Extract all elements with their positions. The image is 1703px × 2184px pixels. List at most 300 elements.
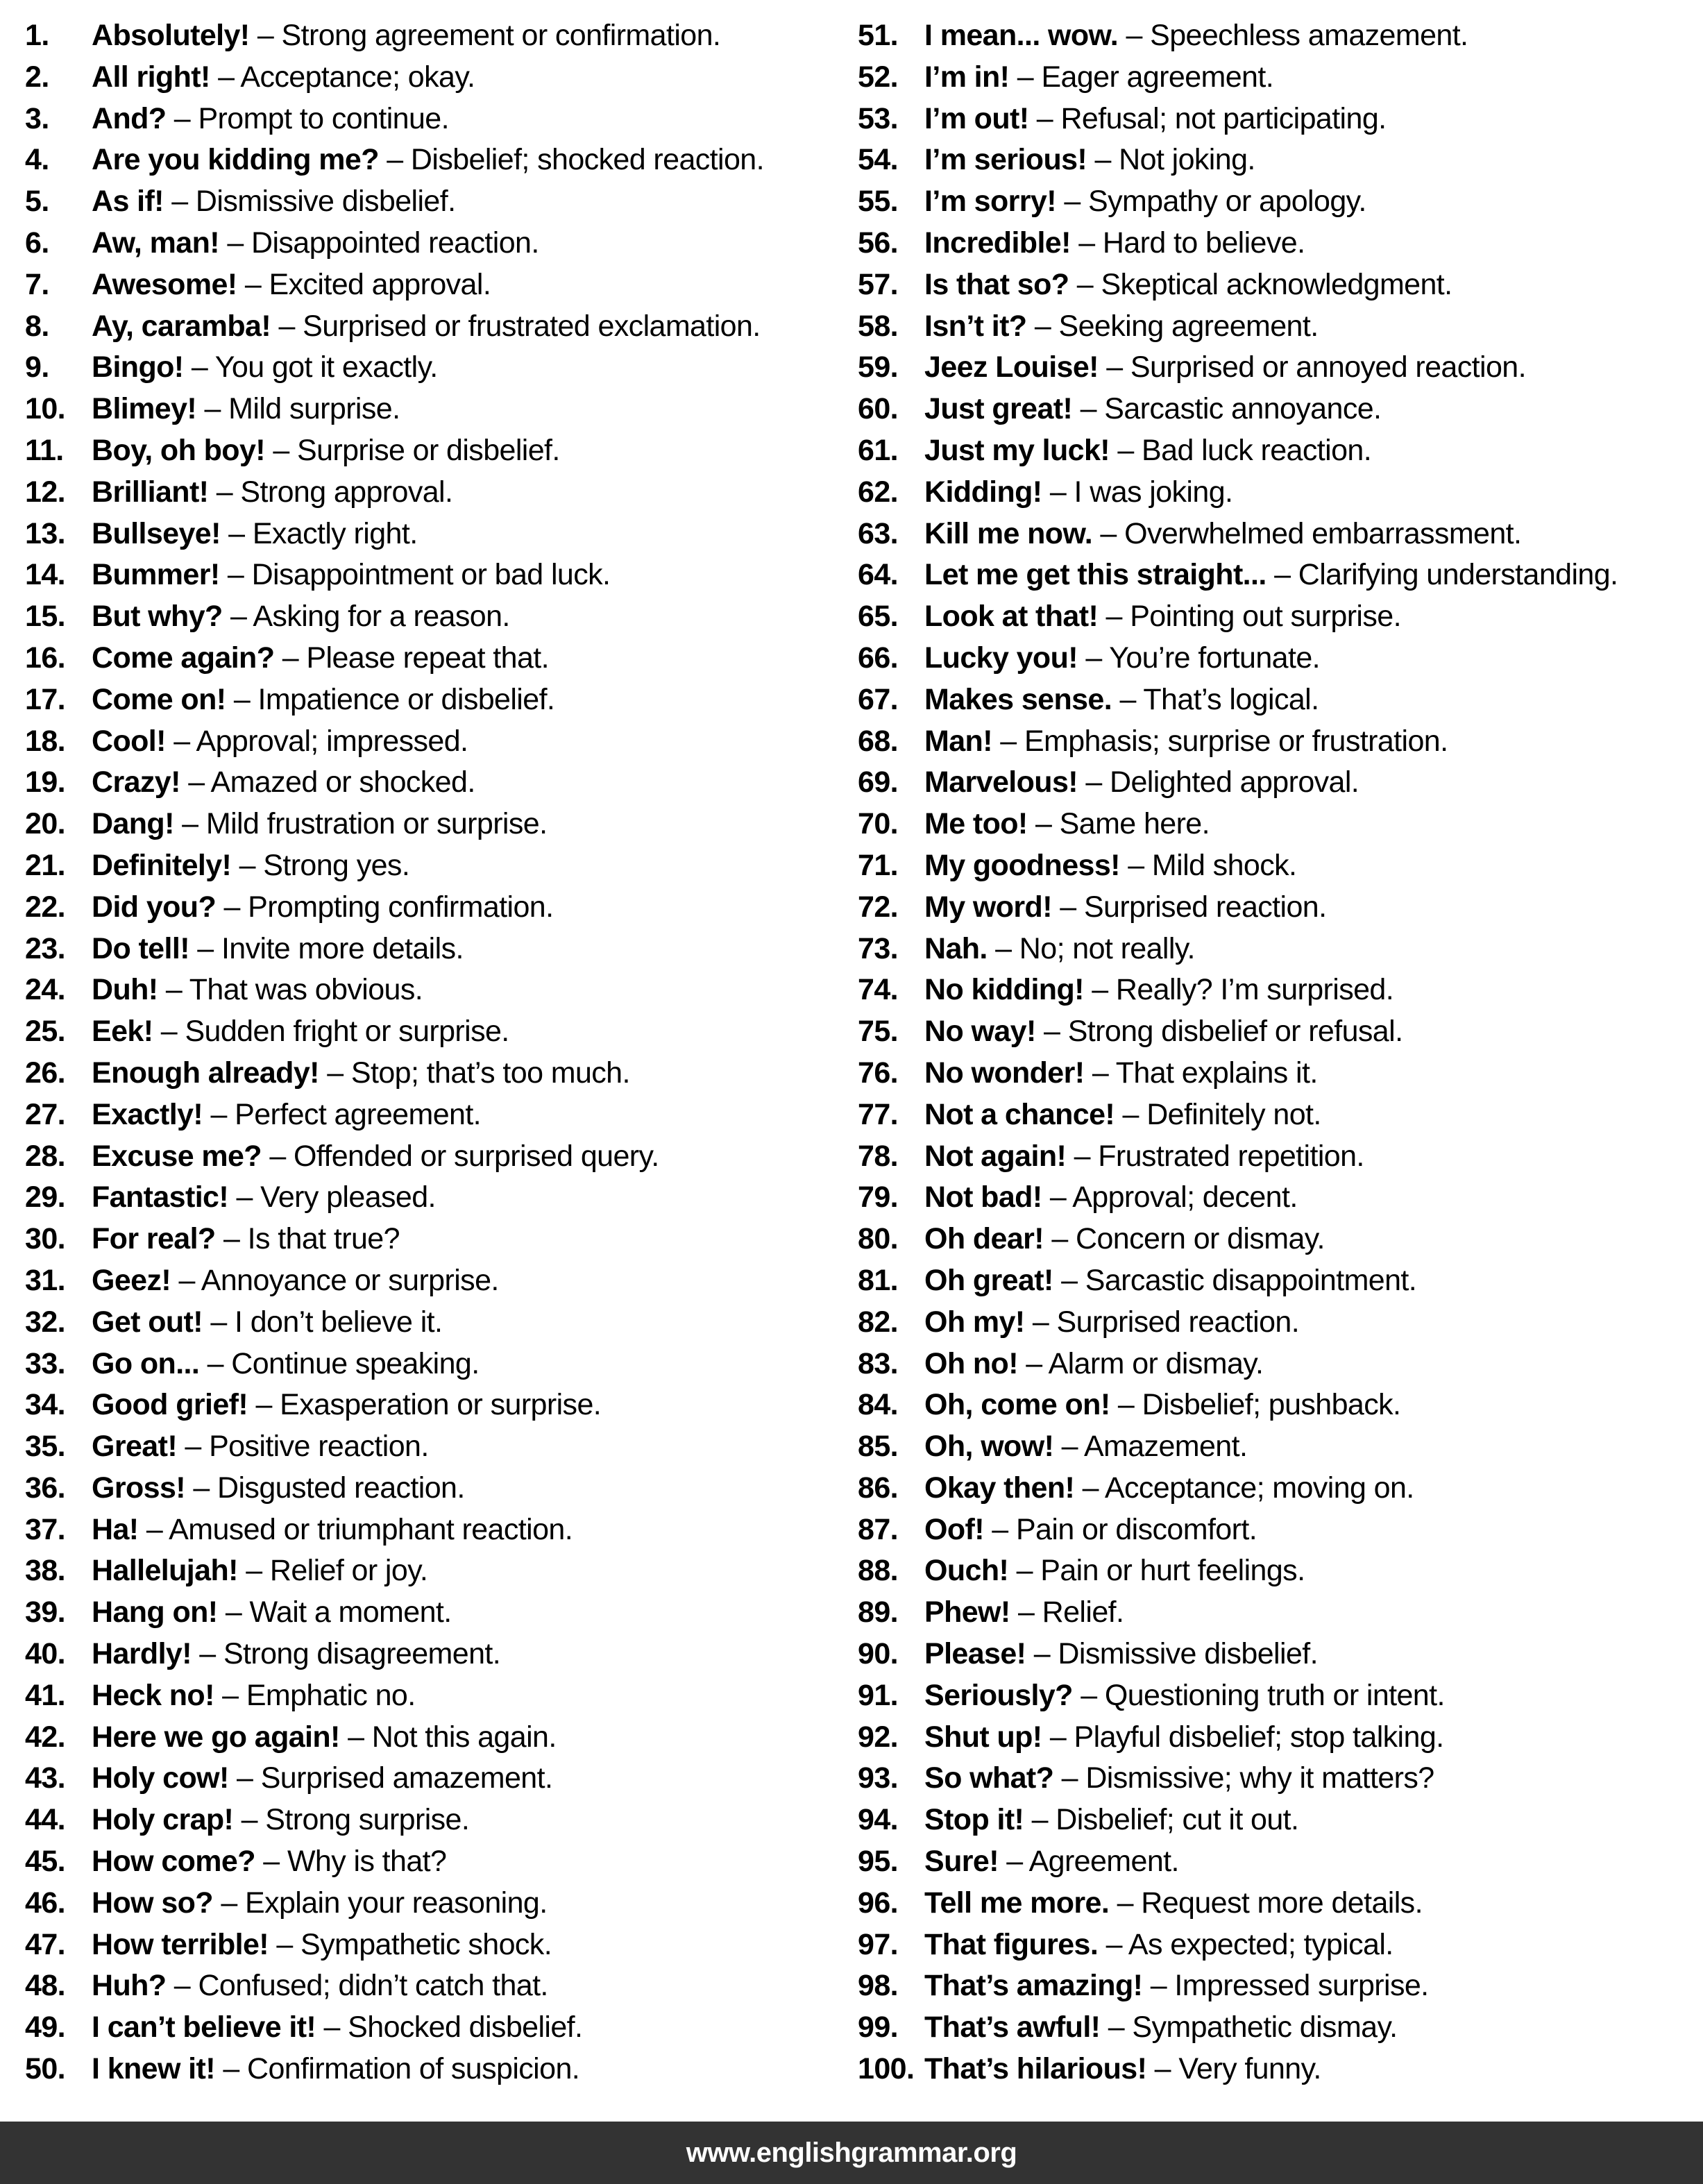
list-item (25, 596, 876, 638)
item-meaning: You’re fortunate. (1109, 641, 1321, 675)
item-phrase: Holy cow! (92, 1761, 229, 1795)
item-phrase: Awesome! (92, 267, 237, 301)
item-number: 88. (858, 1554, 898, 1588)
list-item (25, 139, 876, 181)
item-meaning: Impatience or disbelief. (257, 682, 555, 716)
item-meaning: Amused or triumphant reaction. (169, 1512, 573, 1546)
item-phrase: Huh? (92, 1969, 167, 2003)
list-item (25, 1841, 876, 1883)
item-separator: – (1024, 1803, 1056, 1837)
item-meaning: Pain or discomfort. (1015, 1512, 1257, 1546)
item-number: 11. (25, 433, 64, 467)
item-separator: – (1109, 1886, 1142, 1920)
item-number: 92. (858, 1720, 898, 1754)
item-separator: – (203, 1305, 235, 1339)
item-meaning: Strong disbelief or refusal. (1067, 1015, 1403, 1049)
item-number: 28. (25, 1139, 65, 1173)
item-separator: – (214, 2052, 247, 2086)
item-number: 80. (858, 1222, 898, 1256)
item-number: 53. (858, 101, 898, 135)
item-separator: – (215, 1222, 248, 1256)
list-item (25, 1634, 876, 1675)
item-number: 31. (25, 1263, 65, 1297)
list-item (25, 1883, 876, 1924)
list-item (25, 845, 876, 887)
item-number: 10. (25, 392, 65, 426)
item-number: 33. (25, 1346, 65, 1380)
item-separator: – (339, 1720, 372, 1754)
item-separator: – (255, 1845, 287, 1879)
item-meaning: Mild shock. (1151, 848, 1297, 882)
item-phrase: Man! (924, 724, 992, 758)
list-item (858, 929, 1703, 970)
list-item (858, 1426, 1703, 1468)
item-separator: – (163, 185, 196, 219)
item-meaning: Seeking agreement. (1058, 309, 1319, 343)
footer-website-link[interactable]: www.englishgrammar.org (686, 2138, 1017, 2168)
item-number: 96. (858, 1886, 898, 1920)
item-number: 15. (25, 600, 65, 634)
item-separator: – (231, 848, 264, 882)
item-separator: – (185, 1471, 218, 1505)
list-item (25, 804, 876, 845)
item-separator: – (271, 309, 303, 343)
item-phrase: Incredible! (924, 226, 1071, 260)
list-item (858, 99, 1703, 140)
list-item (25, 638, 876, 679)
item-phrase: Hallelujah! (92, 1554, 238, 1588)
item-separator: – (1008, 1554, 1041, 1588)
item-number: 58. (858, 309, 898, 343)
item-separator: – (166, 1969, 198, 2003)
phrase-list-right-column (858, 15, 1703, 2090)
item-number: 34. (25, 1388, 65, 1422)
item-number: 17. (25, 682, 65, 716)
item-number: 16. (25, 641, 65, 675)
item-number: 47. (25, 1927, 65, 1961)
item-phrase: Hang on! (92, 1595, 218, 1629)
item-meaning: Clarifying understanding. (1298, 558, 1618, 592)
item-separator: – (228, 1761, 261, 1795)
list-item (858, 139, 1703, 181)
item-meaning: Disappointment or bad luck. (251, 558, 611, 592)
item-meaning: Positive reaction. (209, 1430, 429, 1464)
item-meaning: Agreement. (1028, 1845, 1179, 1879)
item-meaning: You got it exactly. (214, 350, 438, 384)
item-phrase: Ouch! (924, 1554, 1009, 1588)
list-item (858, 1468, 1703, 1509)
item-separator: – (1053, 1761, 1086, 1795)
item-meaning: Disbelief; cut it out. (1056, 1803, 1299, 1837)
item-separator: – (998, 1845, 1029, 1879)
item-phrase: Dang! (92, 807, 174, 841)
item-meaning: Explain your reasoning. (244, 1886, 548, 1920)
item-meaning: Amazement. (1083, 1430, 1248, 1464)
item-meaning: Disappointed reaction. (251, 226, 539, 260)
item-number: 36. (25, 1471, 65, 1505)
list-item (25, 264, 876, 306)
item-phrase: Do tell! (92, 931, 189, 965)
item-number: 35. (25, 1430, 65, 1464)
item-meaning: Disbelief; pushback. (1142, 1388, 1401, 1422)
item-meaning: Strong yes. (263, 848, 410, 882)
list-item (25, 1426, 876, 1468)
item-phrase: Ha! (92, 1512, 139, 1546)
item-meaning: I don’t believe it. (235, 1305, 443, 1339)
item-number: 68. (858, 724, 898, 758)
item-separator: – (1112, 682, 1144, 716)
item-number: 9. (25, 350, 49, 384)
item-phrase: That’s hilarious! (924, 2052, 1147, 2086)
item-number: 26. (25, 1056, 65, 1090)
item-meaning: No; not really. (1019, 931, 1195, 965)
item-meaning: Pointing out surprise. (1130, 600, 1401, 634)
item-meaning: Dismissive; why it matters? (1085, 1761, 1434, 1795)
item-meaning: Sarcastic disappointment. (1085, 1263, 1417, 1297)
item-phrase: I’m out! (924, 101, 1029, 135)
item-number: 49. (25, 2011, 65, 2045)
item-meaning: Eager agreement. (1041, 60, 1274, 94)
item-number: 5. (25, 185, 49, 219)
item-phrase: Go on... (92, 1346, 200, 1380)
list-item (25, 1177, 876, 1219)
item-separator: – (1024, 1305, 1057, 1339)
item-separator: – (171, 1263, 201, 1297)
item-meaning: Surprise or disbelief. (297, 433, 560, 467)
item-phrase: And? (92, 101, 167, 135)
item-phrase: Brilliant! (92, 475, 209, 509)
item-number: 67. (858, 682, 898, 716)
item-separator: – (264, 433, 297, 467)
item-number: 12. (25, 475, 65, 509)
list-item (25, 15, 876, 57)
list-item (25, 555, 876, 596)
item-number: 46. (25, 1886, 65, 1920)
item-number: 66. (858, 641, 898, 675)
item-separator: – (233, 1803, 266, 1837)
item-phrase: Hardly! (92, 1637, 192, 1671)
item-meaning: Surprised or annoyed reaction. (1130, 350, 1526, 384)
item-separator: – (378, 143, 411, 177)
item-phrase: Oof! (924, 1512, 984, 1546)
list-item (858, 347, 1703, 389)
item-separator: – (1009, 60, 1042, 94)
list-item (858, 15, 1703, 57)
item-separator: – (1042, 1180, 1073, 1214)
item-meaning: Sympathetic dismay. (1132, 2011, 1398, 2045)
item-number: 77. (858, 1097, 898, 1131)
item-separator: – (1066, 1139, 1099, 1173)
item-meaning: Same here. (1059, 807, 1210, 841)
item-meaning: Strong approval. (240, 475, 453, 509)
item-separator: – (1146, 2052, 1179, 2086)
item-phrase: Not again! (924, 1139, 1067, 1173)
item-meaning: Refusal; not participating. (1060, 101, 1387, 135)
list-item (858, 57, 1703, 99)
list-item (25, 1758, 876, 1800)
list-item (858, 264, 1703, 306)
item-separator: – (274, 641, 307, 675)
item-phrase: Nah. (924, 931, 988, 965)
list-item (25, 1924, 876, 1966)
list-item (858, 1509, 1703, 1551)
item-separator: – (1072, 1678, 1105, 1712)
item-phrase: Crazy! (92, 765, 180, 799)
item-phrase: Cool! (92, 724, 166, 758)
item-meaning: Frustrated repetition. (1098, 1139, 1364, 1173)
item-number: 82. (858, 1305, 898, 1339)
item-number: 74. (858, 973, 898, 1007)
item-meaning: Shocked disbelief. (348, 2011, 583, 2045)
list-item (25, 514, 876, 555)
list-item (25, 389, 876, 430)
item-meaning: Confirmation of suspicion. (246, 2052, 580, 2086)
item-meaning: Sympathetic shock. (300, 1927, 552, 1961)
item-number: 19. (25, 765, 65, 799)
item-number: 38. (25, 1554, 65, 1588)
footer-banner (0, 2122, 1703, 2184)
item-meaning: Wait a moment. (249, 1595, 452, 1629)
item-phrase: Good grief! (92, 1388, 248, 1422)
item-separator: – (992, 724, 1024, 758)
item-separator: – (222, 600, 253, 634)
item-meaning: Acceptance; moving on. (1104, 1471, 1414, 1505)
item-number: 54. (858, 143, 898, 177)
item-meaning: Emphasis; surprise or frustration. (1024, 724, 1448, 758)
item-phrase: Fantastic! (92, 1180, 229, 1214)
item-separator: – (983, 1512, 1016, 1546)
item-separator: – (219, 558, 252, 592)
item-meaning: Strong agreement or confirmation. (281, 19, 721, 52)
item-phrase: Heck no! (92, 1678, 214, 1712)
item-phrase: Oh my! (924, 1305, 1025, 1339)
item-meaning: Approval; impressed. (196, 724, 468, 758)
item-meaning: Surprised reaction. (1083, 890, 1327, 924)
item-number: 98. (858, 1969, 898, 2003)
item-phrase: Bingo! (92, 350, 184, 384)
item-separator: – (1142, 1969, 1175, 2003)
list-item (25, 181, 876, 223)
item-meaning: Excited approval. (269, 267, 491, 301)
item-separator: – (1026, 309, 1059, 343)
list-item (25, 430, 876, 472)
item-separator: – (1078, 765, 1110, 799)
item-meaning: Alarm or dismay. (1048, 1346, 1264, 1380)
item-separator: – (138, 1512, 169, 1546)
item-separator: – (166, 101, 198, 135)
item-meaning: Please repeat that. (306, 641, 549, 675)
list-item (25, 1550, 876, 1592)
item-phrase: Gross! (92, 1471, 185, 1505)
item-meaning: Playful disbelief; stop talking. (1074, 1720, 1444, 1754)
item-number: 27. (25, 1097, 65, 1131)
item-phrase: Makes sense. (924, 682, 1112, 716)
item-phrase: Oh, wow! (924, 1430, 1054, 1464)
item-meaning: I was joking. (1074, 475, 1233, 509)
item-separator: – (183, 350, 215, 384)
item-number: 89. (858, 1595, 898, 1629)
item-meaning: Relief or joy. (269, 1554, 428, 1588)
item-number: 7. (25, 267, 49, 301)
item-meaning: That explains it. (1115, 1056, 1318, 1090)
item-phrase: No kidding! (924, 973, 1084, 1007)
list-item (858, 970, 1703, 1011)
list-item (25, 1094, 876, 1136)
item-separator: – (1119, 848, 1152, 882)
list-item (858, 1883, 1703, 1924)
list-item (858, 1634, 1703, 1675)
list-item (25, 2049, 876, 2090)
item-separator: – (203, 1097, 235, 1131)
item-meaning: Strong disagreement. (223, 1637, 501, 1671)
list-item (858, 1965, 1703, 2007)
item-number: 40. (25, 1637, 65, 1671)
item-phrase: Shut up! (924, 1720, 1042, 1754)
item-separator: – (1017, 1346, 1049, 1380)
item-separator: – (319, 1056, 351, 1090)
item-meaning: Very funny. (1178, 2052, 1321, 2086)
item-phrase: Just my luck! (924, 433, 1110, 467)
list-item (858, 1924, 1703, 1966)
item-number: 85. (858, 1430, 898, 1464)
item-separator: – (217, 1595, 250, 1629)
list-item (858, 2007, 1703, 2049)
item-phrase: Absolutely! (92, 19, 250, 52)
item-meaning: Not this again. (371, 1720, 557, 1754)
item-separator: – (1070, 226, 1103, 260)
item-phrase: I mean... wow. (924, 19, 1119, 52)
item-separator: – (228, 1180, 261, 1214)
item-phrase: Not bad! (924, 1180, 1042, 1214)
list-item (858, 389, 1703, 430)
item-number: 56. (858, 226, 898, 260)
item-separator: – (165, 724, 196, 758)
list-item (858, 430, 1703, 472)
list-item (25, 1468, 876, 1509)
item-phrase: Lucky you! (924, 641, 1078, 675)
item-number: 48. (25, 1969, 65, 2003)
item-phrase: Kidding! (924, 475, 1042, 509)
item-number: 25. (25, 1015, 65, 1049)
item-separator: – (987, 931, 1019, 965)
item-number: 95. (858, 1845, 898, 1879)
item-number: 37. (25, 1512, 65, 1546)
item-number: 57. (858, 267, 898, 301)
item-number: 30. (25, 1222, 65, 1256)
item-number: 94. (858, 1803, 898, 1837)
item-phrase: No wonder! (924, 1056, 1085, 1090)
item-separator: – (220, 516, 253, 550)
list-item (858, 1011, 1703, 1053)
item-meaning: Surprised reaction. (1056, 1305, 1300, 1339)
item-separator: – (1053, 1263, 1085, 1297)
item-separator: – (1042, 475, 1074, 509)
item-number: 42. (25, 1720, 65, 1754)
item-number: 52. (858, 60, 898, 94)
list-item (25, 472, 876, 514)
list-item (858, 1550, 1703, 1592)
item-phrase: Here we go again! (92, 1720, 340, 1754)
item-number: 93. (858, 1761, 898, 1795)
list-item (25, 1219, 876, 1260)
item-phrase: Did you? (92, 890, 217, 924)
item-meaning: Acceptance; okay. (240, 60, 475, 94)
list-item (858, 1136, 1703, 1178)
list-item (25, 2007, 876, 2049)
item-separator: – (214, 1678, 246, 1712)
item-number: 91. (858, 1678, 898, 1712)
list-item (25, 970, 876, 1011)
item-meaning: Request more details. (1141, 1886, 1423, 1920)
item-meaning: Continue speaking. (231, 1346, 480, 1380)
item-number: 100. (858, 2052, 915, 2086)
item-meaning: Sarcastic annoyance. (1104, 392, 1382, 426)
item-number: 69. (858, 765, 898, 799)
item-number: 55. (858, 185, 898, 219)
item-separator: – (210, 60, 241, 94)
item-meaning: Confused; didn’t catch that. (198, 1969, 548, 2003)
item-meaning: Strong surprise. (265, 1803, 470, 1837)
list-item (25, 1717, 876, 1759)
item-meaning: That’s logical. (1143, 682, 1319, 716)
list-item (25, 1136, 876, 1178)
list-item (858, 762, 1703, 804)
list-item (858, 1800, 1703, 1841)
item-meaning: Really? I’m surprised. (1115, 973, 1394, 1007)
item-number: 97. (858, 1927, 898, 1961)
list-item (25, 887, 876, 929)
item-number: 2. (25, 60, 49, 94)
item-phrase: Geez! (92, 1263, 171, 1297)
item-phrase: Look at that! (924, 600, 1099, 634)
item-separator: – (269, 1927, 301, 1961)
item-separator: – (1087, 143, 1119, 177)
item-number: 43. (25, 1761, 65, 1795)
item-number: 45. (25, 1845, 65, 1879)
list-item (25, 223, 876, 264)
item-number: 13. (25, 516, 65, 550)
item-number: 21. (25, 848, 65, 882)
list-item (25, 1675, 876, 1717)
list-item (25, 1344, 876, 1385)
item-phrase: Come on! (92, 682, 226, 716)
item-number: 78. (858, 1139, 898, 1173)
item-meaning: Pain or hurt feelings. (1040, 1554, 1305, 1588)
item-number: 8. (25, 309, 49, 343)
list-item (25, 347, 876, 389)
item-separator: – (1010, 1595, 1042, 1629)
item-phrase: Blimey! (92, 392, 197, 426)
item-separator: – (158, 973, 189, 1007)
item-phrase: My word! (924, 890, 1052, 924)
item-phrase: Exactly! (92, 1097, 203, 1131)
item-meaning: Sudden fright or surprise. (185, 1015, 509, 1049)
item-phrase: Come again? (92, 641, 275, 675)
item-phrase: Eek! (92, 1015, 153, 1049)
item-number: 79. (858, 1180, 898, 1214)
item-separator: – (1110, 1388, 1142, 1422)
item-phrase: Aw, man! (92, 226, 219, 260)
item-number: 70. (858, 807, 898, 841)
item-phrase: Marvelous! (924, 765, 1078, 799)
list-item (858, 306, 1703, 348)
item-number: 23. (25, 931, 65, 965)
list-item (25, 1800, 876, 1841)
item-phrase: Let me get this straight... (924, 558, 1266, 592)
item-phrase: Great! (92, 1430, 178, 1464)
item-phrase: Ay, caramba! (92, 309, 271, 343)
item-phrase: Okay then! (924, 1471, 1075, 1505)
